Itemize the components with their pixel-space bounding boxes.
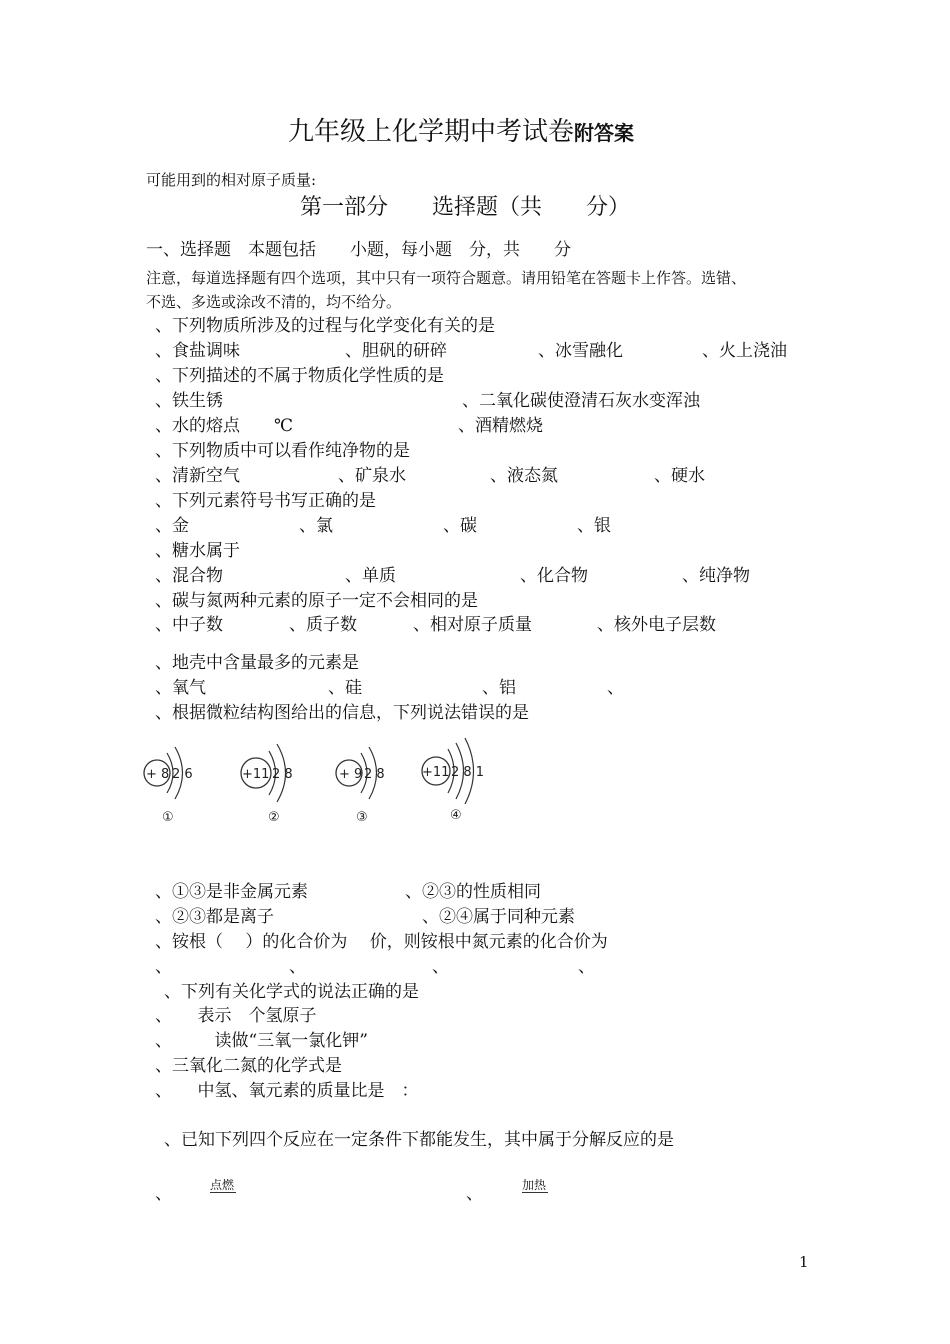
option-a: 、铁生锈: [155, 391, 223, 411]
atom-nucleus: + 8: [146, 767, 170, 782]
question-stem: 、已知下列四个反应在一定条件下都能发生，其中属于分解反应的是: [164, 1130, 674, 1150]
option-d: 、酒精燃烧: [458, 416, 543, 436]
question-stem: 、下列物质所涉及的过程与化学变化有关的是: [155, 316, 495, 336]
instructions-line1: 注意，每道选择题有四个选项，其中只有一项符合题意。请用铅笔在答题卡上作答。选错、: [146, 269, 747, 287]
question-stem: 、根据微粒结构图给出的信息，下列说法错误的是: [155, 703, 529, 723]
question-stem: 、糖水属于: [155, 541, 240, 561]
option-a: 、中子数: [155, 615, 223, 635]
question-stem: 、下列元素符号书写正确的是: [155, 491, 376, 511]
atom-label: ③: [356, 810, 368, 825]
option-c: 、三氧化二氮的化学式是: [155, 1056, 342, 1076]
option-a: 、混合物: [155, 566, 223, 586]
title-suffix: 附答案: [574, 121, 635, 145]
option-c: 、铝: [482, 678, 516, 698]
atom-label: ④: [450, 808, 462, 823]
option-d: 、: [578, 957, 595, 977]
option-b: 、胆矾的研碎: [345, 341, 447, 361]
question-stem: 、下列物质中可以看作纯净物的是: [155, 441, 410, 461]
option-b: 、 读做“三氧一氯化钾”: [155, 1031, 368, 1051]
atom-nucleus: + 9: [339, 767, 363, 782]
option-b: 、②③的性质相同: [405, 882, 541, 902]
question-stem: 、下列描述的不属于物质化学性质的是: [155, 366, 444, 386]
option-d: 、: [607, 678, 624, 698]
option-c: 、②③都是离子: [155, 907, 274, 927]
question-stem: 、铵根（ ）的化合价为 价，则铵根中氮元素的化合价为: [155, 932, 608, 952]
option-c: 、碳: [443, 516, 477, 536]
atom-shells: 2 6: [172, 767, 193, 782]
option-a: 、①③是非金属元素: [155, 882, 308, 902]
instructions-line2: 不选、多选或涂改不清的，均不给分。: [146, 293, 402, 311]
option-c: 、液态氮: [490, 466, 558, 486]
option-b: 、: [466, 1184, 483, 1204]
atomic-mass-note: 可能用到的相对原子质量:: [146, 171, 317, 189]
reaction-condition: 点燃: [210, 1178, 235, 1192]
question-stem: 、碳与氮两种元素的原子一定不会相同的是: [155, 591, 478, 611]
option-b: 、氯: [299, 516, 333, 536]
option-b: 、: [289, 957, 306, 977]
reaction-arrow: [522, 1192, 548, 1193]
reaction-condition: 加热: [522, 1178, 547, 1192]
question-stem: 、地壳中含量最多的元素是: [155, 653, 359, 673]
option-a: 、: [155, 1184, 172, 1204]
title-main: 九年级上化学期中考试卷: [288, 117, 575, 147]
option-d: 、纯净物: [682, 566, 750, 586]
option-c: 、水的熔点 ℃: [155, 416, 294, 436]
option-a: 、 表示 个氢原子: [155, 1006, 317, 1026]
atom-label: ①: [162, 810, 174, 825]
atom-diagram-4: [418, 735, 498, 825]
atom-label: ②: [268, 810, 280, 825]
option-d: 、银: [577, 516, 611, 536]
option-c: 、化合物: [520, 566, 588, 586]
option-d: 、 中氢、氧元素的质量比是 ：: [155, 1081, 419, 1101]
option-d: 、②④属于同种元素: [422, 907, 575, 927]
atom-diagram-2: [236, 735, 306, 825]
option-d: 、核外电子层数: [597, 615, 716, 635]
part1-heading: 第一部分 选择题（共 分）: [300, 195, 631, 220]
page-title: [288, 116, 634, 149]
reaction-arrow: [210, 1192, 236, 1193]
atom-shells: 2 8: [272, 767, 293, 782]
option-c: 、相对原子质量: [413, 615, 532, 635]
option-a: 、金: [155, 516, 189, 536]
atom-shells: 2 8: [364, 767, 385, 782]
atom-shells: 2 8 1: [451, 765, 485, 780]
option-b: 、质子数: [289, 615, 357, 635]
question-stem: 、下列有关化学式的说法正确的是: [164, 982, 419, 1002]
option-a: 、食盐调味: [155, 341, 240, 361]
option-a: 、清新空气: [155, 466, 240, 486]
section1-heading: 一、选择题 本题包括 小题，每小题 分，共 分: [146, 240, 571, 260]
option-b: 、二氧化碳使澄清石灰水变浑浊: [462, 391, 700, 411]
page-number: 1: [799, 1253, 809, 1271]
option-b: 、单质: [345, 566, 396, 586]
option-c: 、冰雪融化: [538, 341, 623, 361]
option-a: 、: [155, 957, 172, 977]
atom-nucleus: +11: [422, 765, 450, 780]
option-b: 、硅: [328, 678, 362, 698]
atom-diagram-3: [334, 735, 404, 825]
atom-diagram-1: [142, 735, 212, 825]
atom-nucleus: +11: [242, 767, 270, 782]
option-d: 、硬水: [654, 466, 705, 486]
option-d: 、火上浇油: [702, 341, 787, 361]
option-b: 、矿泉水: [338, 466, 406, 486]
option-c: 、: [432, 957, 449, 977]
option-a: 、氧气: [155, 678, 206, 698]
